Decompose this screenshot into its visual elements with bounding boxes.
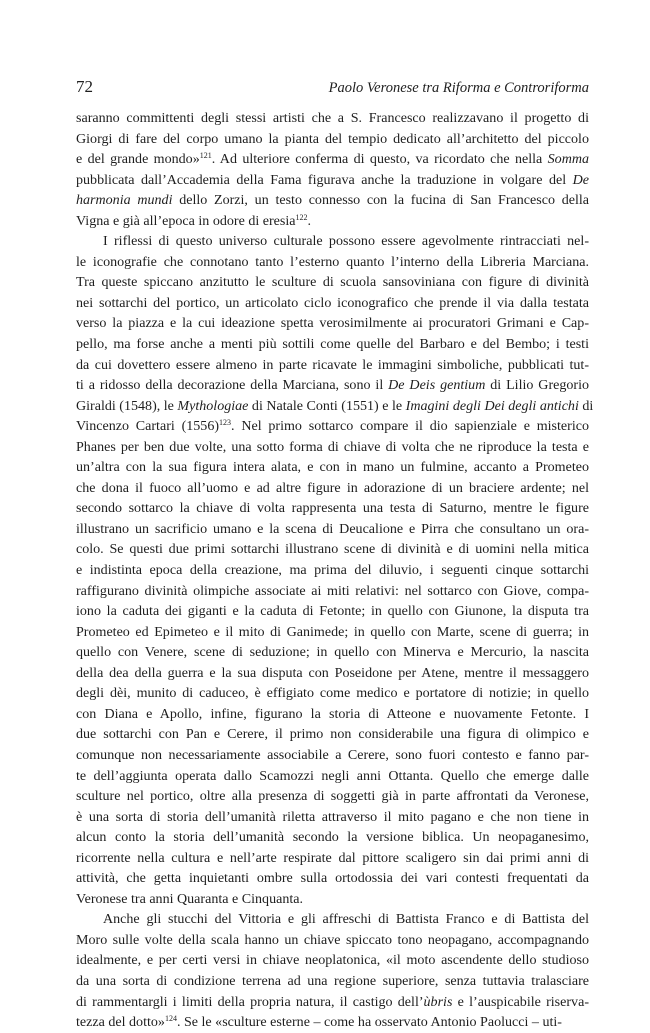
text-line (76, 375, 589, 396)
text-line (76, 1012, 589, 1033)
italic-title: Mythologiae (177, 397, 249, 414)
page-number: 72 (76, 77, 93, 96)
text-line (76, 909, 589, 930)
text-run: da cui dovettero essere almeno in parte ricavate le immagini simboliche, pubblicati tut- (76, 356, 589, 373)
text-run: . (307, 212, 312, 229)
text-run: degli dèi, munito di caduceo, è effigiato come medico e portatore di notizie; in quello (76, 685, 589, 702)
text-run: con Diana e Apollo, infine, figurano la storia di Atteone e nuovamente Fetonte. I (76, 705, 589, 722)
text-line (76, 930, 589, 951)
text-line (76, 622, 589, 643)
text-line (76, 950, 589, 971)
text-line (76, 437, 589, 458)
text-line (76, 827, 589, 848)
text-line (76, 498, 589, 519)
text-line (76, 478, 589, 499)
text-line (76, 334, 589, 355)
text-line (76, 601, 589, 622)
text-line (76, 807, 589, 828)
text-run: Vincenzo Cartari (1556) (76, 418, 220, 435)
footnote-ref[interactable]: 121 (199, 151, 212, 161)
text-line (76, 539, 589, 560)
footnote-ref[interactable]: 123 (219, 418, 232, 428)
text-line (76, 252, 589, 273)
italic-title: De (572, 171, 589, 188)
text-run: di (578, 397, 594, 414)
text-run: Anche gli stucchi del Vittoria e gli affreschi di Battista Franco e di Battista del (103, 911, 589, 928)
text-run: Giorgi di fare del corpo umano la pianta del tempio dedicato all’architetto del piccolo (76, 130, 589, 147)
text-run: tezza del dotto» (76, 1014, 165, 1031)
text-line (76, 272, 589, 293)
text-line (76, 108, 589, 129)
text-run: idealmente, e per certi versi in chiave neoplatonica, «il moto ascendente dello studioso (76, 952, 589, 969)
paragraph (76, 909, 589, 1032)
text-run: Prometeo ed Epimeteo e il mito di Ganimede; in quello con Marte, scene di guerra; in (76, 623, 589, 640)
text-run: verso la piazza e la cui ideazione spetta verosimilmente ai procuratori Grimani e Cap- (76, 315, 589, 332)
text-run: dello Zorzi, un testo connesso con la fucina di San Francesco della (172, 192, 590, 209)
text-line (76, 129, 589, 150)
text-run: Moro sulle volte della scala hanno un chiave spiccato tono neopagano, accompagnando (76, 931, 589, 948)
text-line (76, 190, 589, 211)
text-line (76, 992, 589, 1013)
text-line (76, 416, 589, 437)
text-run: alcun conto la storia dell’umanità secondo la versione biblica. Un neopaganesimo, (76, 829, 589, 846)
text-run: pubblicata dall’Accademia della Fama figurava anche la traduzione in volgare del (76, 171, 573, 188)
text-run: Giraldi (1548), le (76, 397, 178, 414)
text-run: secondo sottarco la chiave di volta rappresenta una testa di Saturno, mentre le figure (76, 500, 589, 517)
text-run: te dell’aggiunta operata dallo Scamozzi negli anni Ottanta. Quello che emerge dalle (76, 767, 589, 784)
text-run: . Se le «sculture esterne – come ha osservato Antonio Paolucci – uti- (176, 1014, 562, 1031)
italic-title: De Deis gentium (388, 377, 486, 394)
text-line (76, 745, 589, 766)
text-run: di rammentargli i limiti della propria natura, il castigo dell’ (76, 993, 424, 1010)
text-run: iono la caduta dei giganti e la caduta di Fetonte; in quello con Giunone, la disputa tra (76, 603, 589, 620)
text-run: ricorrente nella cultura e nell’arte respirate dal pittore scaligero sin dai primi anni di (76, 849, 589, 866)
text-run: comunque non necessariamente associabile a Cerere, sono fuori contesto e fanno par- (76, 746, 589, 763)
text-run: le iconografie che connotano tanto l’esterno quanto l’interno della Libreria Marciana. (76, 253, 589, 270)
text-line (76, 519, 589, 540)
text-line (76, 868, 589, 889)
text-run: . Ad ulteriore conferma di questo, va ricordato che nella (211, 151, 548, 168)
italic-title: harmonia mundi (76, 192, 173, 209)
text-run: illustrano un sacrificio umano e la scena di Deucalione e Pirra che consultano un ora- (76, 520, 589, 537)
text-run: colo. Se questi due primi sottarchi illustrano scene di divinità e di uomini nella mitica (76, 541, 589, 558)
footnote-ref[interactable]: 122 (295, 212, 308, 222)
footnote-ref[interactable]: 124 (164, 1014, 177, 1024)
italic-title: Somma (547, 151, 589, 168)
text-line (76, 355, 589, 376)
text-run: Vigna e già all’epoca in odore di eresia (76, 212, 296, 229)
page-header (76, 77, 589, 99)
body-text (76, 108, 594, 1033)
text-line (76, 724, 589, 745)
text-run: quello con Venere, scene di seduzione; in quello con Minerva e Mercurio, la nascita (76, 644, 589, 661)
text-run: e l’auspicabile riserva- (452, 993, 589, 1010)
text-line (76, 293, 589, 314)
text-run: I riflessi di questo universo culturale possono essere agevolmente rintracciati nel- (103, 233, 589, 250)
text-run: un’altra con la sua figura intera alata, e con in mano un fulmine, accanto a Prometeo (76, 459, 589, 476)
text-run: sculture nel portico, oltre alla presenza di soggetti già in parte affrontati da Veronese, (76, 788, 589, 805)
text-run: di Natale Conti (1551) e le (248, 397, 406, 414)
text-run: . Nel primo sottarco compare il dio sapienziale e misterico (231, 418, 589, 435)
running-title: Paolo Veronese tra Riforma e Controriforma (328, 80, 589, 96)
text-line (76, 170, 589, 191)
text-line (76, 971, 589, 992)
text-line (76, 457, 589, 478)
text-line (76, 396, 594, 417)
text-line (76, 231, 589, 252)
text-run: attività, che getta inquietanti ombre sulla ortodossia dei vari contesti frequentati da (76, 870, 589, 887)
text-line (76, 581, 589, 602)
text-run: raffigurano divinità olimpiche associate ai miti relativi: nel sottarco con Giove, compa- (76, 582, 589, 599)
paragraph (76, 108, 589, 231)
text-run: Phanes per ben due volte, una sotto forma di chiave di volta che ne riproduce la testa e (76, 438, 589, 455)
text-line (76, 313, 589, 334)
text-run: della dea della guerra e la sua disputa con Poseidone per Atene, mentre il messaggero (76, 664, 589, 681)
text-run: Veronese tra anni Quaranta e Cinquanta. (76, 890, 303, 907)
text-line (76, 766, 589, 787)
text-run: che dona il fuoco all’uomo e ad altre figure in adorazione di un braciere ardente; nel (76, 479, 589, 496)
text-line (76, 848, 589, 869)
italic-title: ùbris (423, 993, 453, 1010)
text-run: nei sottarchi del portico, un articolato ciclo iconografico che prende il via dalla testata (76, 294, 589, 311)
text-run: Tra queste spiccano anzitutto le sculture di scuola sansoviniana con figure di divinità (76, 274, 589, 291)
text-line (76, 889, 589, 910)
text-line (76, 683, 589, 704)
text-run: e del grande mondo» (76, 151, 200, 168)
italic-title: Imagini degli Dei degli antichi (405, 397, 579, 414)
text-run: pello, ma forse anche a menti più sottili come quelle del Barbaro e del Bembo; i testi (76, 336, 589, 353)
text-run: di Lilio Gregorio (485, 377, 590, 394)
text-run: è una sorta di storia dell’umanità riletta attraverso il mito pagano e che non tiene in (76, 808, 589, 825)
text-line (76, 211, 589, 232)
text-run: due sottarchi con Pan e Cerere, il primo non considerabile una figura di olimpico e (76, 726, 589, 743)
paragraph (76, 231, 594, 909)
text-run: e indistinta epoca della creazione, ma prima del diluvio, i seguenti cinque sottarchi (76, 562, 589, 579)
text-line (76, 560, 589, 581)
text-run: saranno committenti degli stessi artisti che a S. Francesco realizzavano il progetto di (76, 110, 589, 126)
text-line (76, 642, 589, 663)
text-run: ti a ridosso della decorazione della Marciana, sono il (76, 377, 389, 394)
text-run: da una sorta di condizione terrena ad una regione superiore, senza tuttavia tralasciare (76, 972, 589, 989)
text-line (76, 663, 589, 684)
text-line (76, 704, 589, 725)
text-line (76, 786, 589, 807)
text-line (76, 149, 589, 170)
